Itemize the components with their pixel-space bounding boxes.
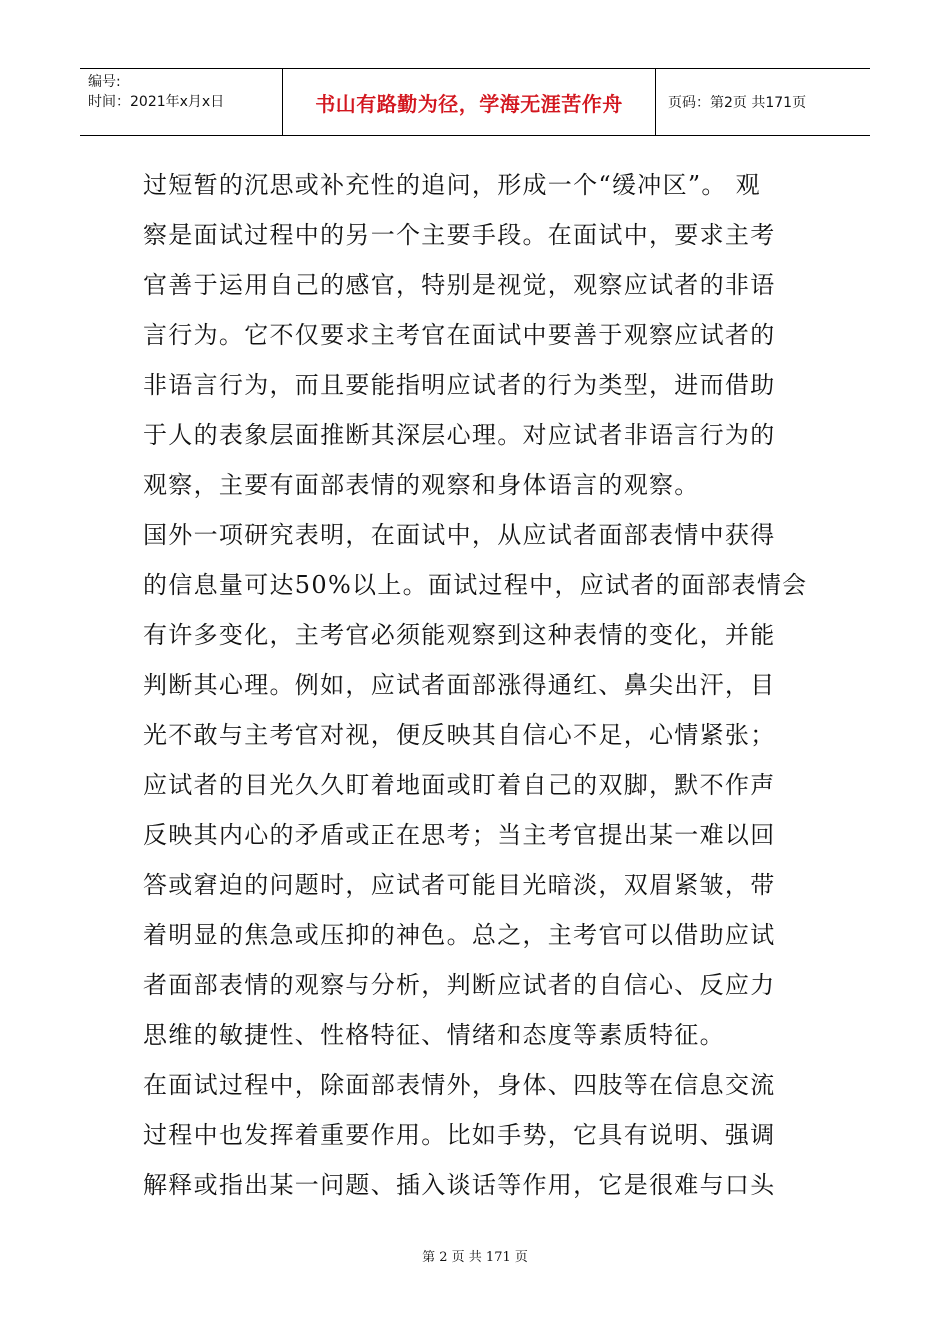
header-motto: 书山有路勤为径，学海无涯苦作舟 [283,69,656,135]
body-line: 官善于运用自己的感官，特别是视觉，观察应试者的非语 [143,271,776,299]
body-line: 言行为。它不仅要求主考官在面试中要善于观察应试者的 [143,321,776,349]
document-body [143,160,813,1210]
body-line: 着明显的焦急或压抑的神色。总之，主考官可以借助应试 [143,921,776,949]
body-line: 有许多变化，主考官必须能观察到这种表情的变化，并能 [143,621,776,649]
body-line: 在面试过程中，除面部表情外，身体、四肢等在信息交流 [143,1071,776,1099]
body-line: 观察，主要有面部表情的观察和身体语言的观察。 [143,471,700,499]
header-meta [80,69,283,135]
body-line: 解释或指出某一问题、插入谈话等作用，它是很难与口头 [143,1171,776,1199]
serial-label: 编号: [88,74,121,90]
body-line: 过短暂的沉思或补充性的追问，形成一个“缓冲区”。 观 [143,171,761,199]
time-label: 时间：2021年x月x日 [88,94,225,110]
body-line: 判断其心理。例如，应试者面部涨得通红、鼻尖出汗，目 [143,671,776,699]
body-line: 国外一项研究表明，在面试中，从应试者面部表情中获得 [143,521,776,549]
body-line: 者面部表情的观察与分析，判断应试者的自信心、反应力 [143,971,776,999]
page-footer: 第 2 页 共 171 页 [422,1250,528,1265]
body-line: 应试者的目光久久盯着地面或盯着自己的双脚，默不作声 [143,771,776,799]
body-line: 于人的表象层面推断其深层心理。对应试者非语言行为的 [143,421,776,449]
body-line: 思维的敏捷性、性格特征、情绪和态度等素质特征。 [143,1021,725,1049]
header-page-info: 页码：第2页 共171页 [668,95,807,111]
body-line: 非语言行为，而且要能指明应试者的行为类型，进而借助 [143,371,776,399]
body-line: 过程中也发挥着重要作用。比如手势，它具有说明、强调 [143,1121,776,1149]
body-line: 的信息量可达50%以上。面试过程中，应试者的面部表情会 [143,571,808,599]
page-header [80,68,870,136]
body-line: 答或窘迫的问题时，应试者可能目光暗淡，双眉紧皱，带 [143,871,776,899]
body-line: 察是面试过程中的另一个主要手段。在面试中，要求主考 [143,221,776,249]
body-line: 光不敢与主考官对视，便反映其自信心不足，心情紧张； [143,721,776,749]
body-line: 反映其内心的矛盾或正在思考；当主考官提出某一难以回 [143,821,776,849]
